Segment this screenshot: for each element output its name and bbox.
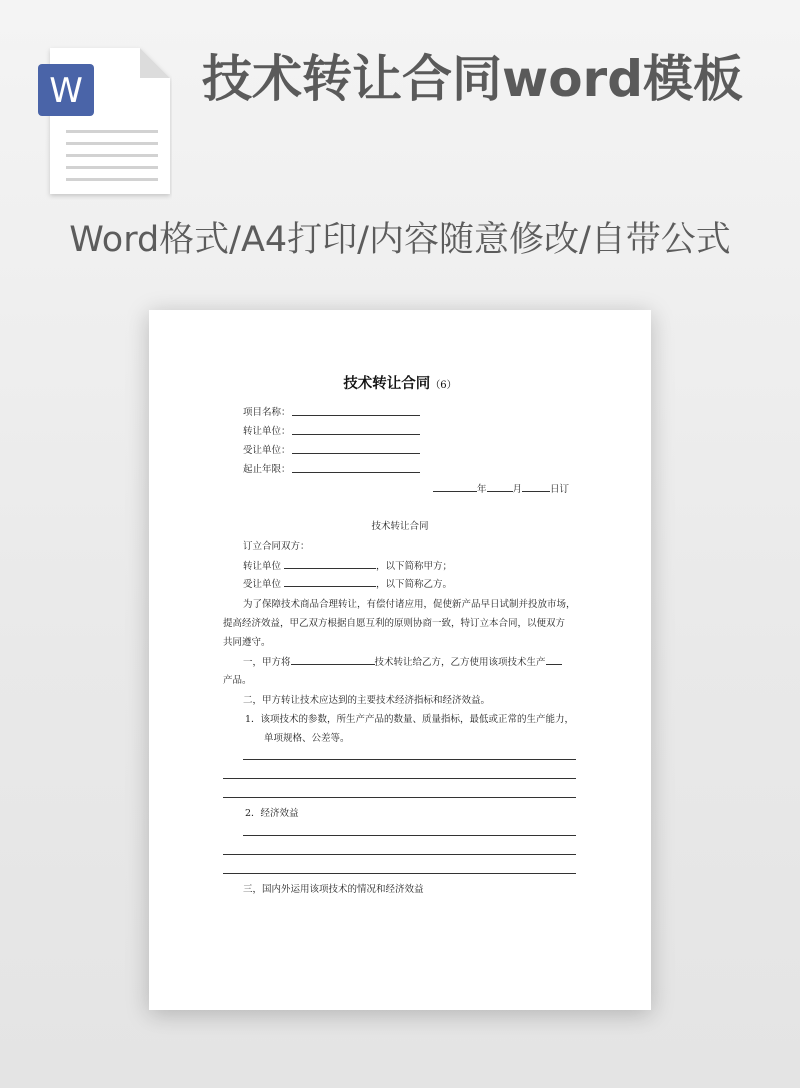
- preamble-line: 提高经济效益，甲乙双方根据自愿互利的原则协商一致，特订立本合同，以便双方: [223, 618, 566, 629]
- blank-line: [243, 759, 576, 760]
- word-file-icon: [36, 44, 172, 200]
- parties-intro: 订立合同双方：: [243, 541, 310, 552]
- blank-line: [223, 873, 576, 874]
- signing-date: [433, 481, 569, 495]
- cover-field: [243, 404, 291, 418]
- blank-line: [223, 854, 576, 855]
- cover-field: [243, 461, 291, 475]
- cover-field-label: 转让单位：: [243, 426, 291, 437]
- date-month-label: 月: [512, 484, 523, 495]
- cover-field-line: [292, 434, 420, 435]
- clause-2-1-cont: 单项规格、公差等。: [264, 733, 350, 744]
- preamble-line: 为了保障技术商品合理转让，有偿付诸应用，促使新产品早日试制并投放市场，: [243, 599, 576, 610]
- clause-1-text: 技术转让给乙方，乙方使用该项技术生产: [374, 657, 546, 668]
- clause-1: [243, 654, 562, 668]
- blank-line: [243, 835, 576, 836]
- clause-1-text: 一，甲方将: [243, 657, 291, 668]
- cover-field: [243, 442, 291, 456]
- blank-line: [223, 797, 576, 798]
- page-title: 技术转让合同word模板: [202, 50, 743, 108]
- document-title: [149, 372, 651, 393]
- blank-line: [223, 778, 576, 779]
- document-title-number: （6）: [430, 380, 457, 391]
- clause-1-end: 产品。: [223, 675, 252, 686]
- transferee-suffix: ，以下简称乙方。: [376, 579, 453, 590]
- document-page: [149, 310, 651, 1010]
- clause-2-2: 2．经济效益: [245, 808, 299, 819]
- transferor-label: 转让单位: [243, 561, 282, 572]
- section-title: 技术转让合同: [371, 521, 429, 532]
- clause-3: 三，国内外运用该项技术的情况和经济效益: [243, 884, 424, 895]
- document-body: [149, 310, 651, 1010]
- clause-2-1: 1．该项技术的参数，所生产产品的数量、质量指标，最低或正常的生产能力，: [245, 714, 575, 725]
- cover-field-line: [292, 415, 420, 416]
- transferee-line: [243, 576, 452, 590]
- transferee-label: 受让单位: [243, 579, 282, 590]
- transferor-line: [243, 558, 452, 572]
- preamble-line: 共同遵守。: [223, 637, 271, 648]
- cover-field-line: [292, 453, 420, 454]
- cover-field-label: 起止年限：: [243, 464, 291, 475]
- date-day-label: 日订: [550, 484, 570, 495]
- date-year-label: 年: [477, 484, 487, 495]
- document-title-text: 技术转让合同: [343, 376, 431, 392]
- app-icon-letter: W: [49, 71, 83, 111]
- transferor-suffix: ，以下简称甲方；: [376, 561, 453, 572]
- cover-field-line: [292, 472, 420, 473]
- cover-field-label: 受让单位：: [243, 445, 291, 456]
- subtitle: Word格式/A4打印/内容随意修改/自带公式: [69, 220, 731, 260]
- clause-2: 二，甲方转让技术应达到的主要技术经济指标和经济效益。: [243, 695, 491, 706]
- cover-field-label: 项目名称：: [243, 407, 291, 418]
- cover-field: [243, 423, 291, 437]
